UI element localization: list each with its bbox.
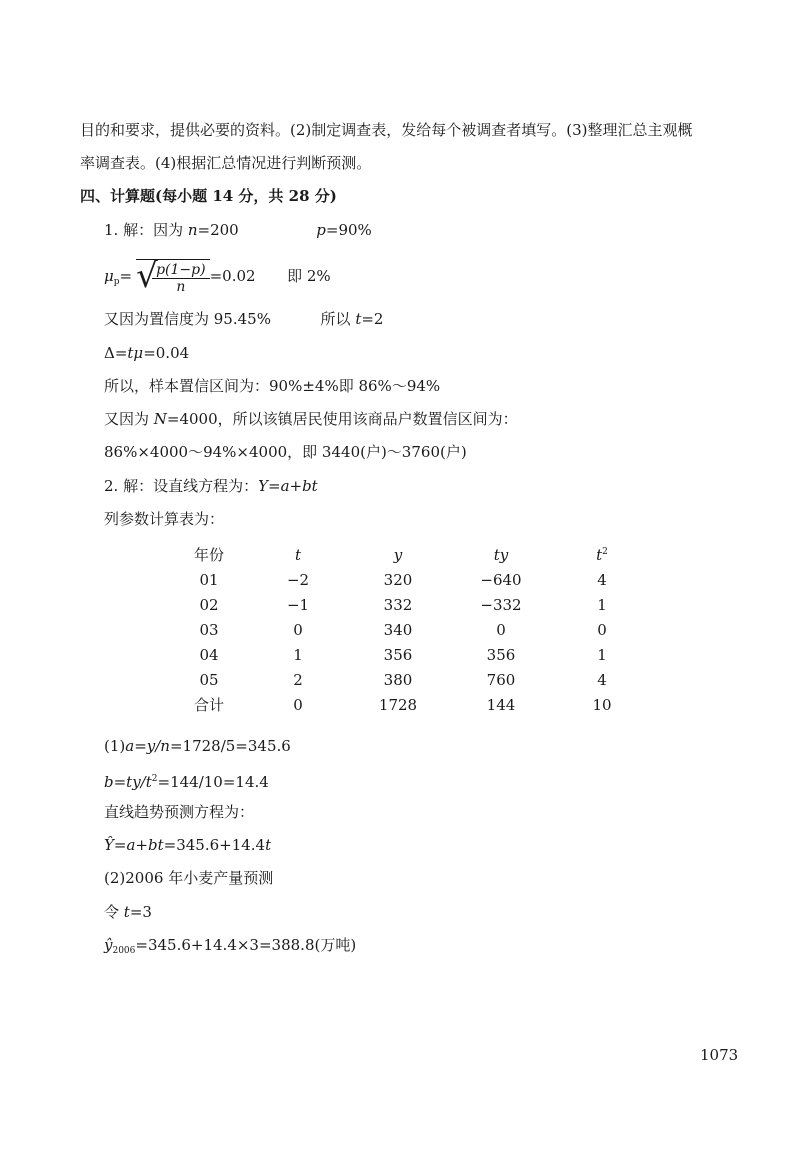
q1-confidence-text: 又因为置信度为 95.45% — [104, 310, 271, 328]
q2-prediction-line — [104, 935, 356, 961]
table-row — [168, 592, 652, 617]
table-cell: 04 — [199, 645, 219, 664]
q2-a-line — [104, 736, 291, 756]
q1-fraction — [152, 262, 210, 295]
q2-pred-symbol: ŷ — [104, 936, 113, 954]
section-heading: 四、计算题(每小题 14 分，共 28 分) — [80, 187, 337, 205]
q2-let-prefix: 令 — [104, 903, 124, 921]
q1-delta-line — [104, 343, 189, 363]
q2-a-prefix: (1) — [104, 737, 126, 755]
q2-pred-value: =345.6+14.4×3=388.8(万吨) — [135, 936, 357, 954]
table-cell: 01 — [199, 570, 219, 589]
q2-setup-line — [104, 476, 318, 496]
q1-mu-formula: $\mu_p=$ √ $\frac{p(1-p)}{n}$ =0.02 即 2% — [104, 255, 331, 296]
q1-mu-subscript: p — [113, 277, 120, 287]
table-cell: 356 — [383, 645, 413, 664]
intro-line-1: 目的和要求，提供必要的资料。(2)制定调查表，发给每个被调查者填写。(3)整理汇总主观概 — [80, 121, 693, 139]
q1-sqrt — [136, 255, 210, 296]
table-cell: −332 — [480, 595, 522, 614]
q1-n-var: n — [187, 221, 198, 239]
q2-b-superscript: 2 — [151, 774, 158, 784]
table-row — [168, 567, 652, 592]
q2-b-value: =144/10=14.4 — [157, 773, 269, 791]
table-row — [168, 617, 652, 642]
col-header-ty: ty — [493, 545, 509, 564]
q2-line-equation: Y=a+bt — [258, 477, 318, 495]
table-cell: 合计 — [193, 696, 224, 714]
table-cell: −640 — [480, 570, 522, 589]
table-cell: 10 — [592, 695, 612, 714]
q1-household-interval: 86%×4000～94%×4000，即 3440(户)～3760(户) — [104, 443, 467, 461]
q1-therefore-text: 所以 — [320, 310, 356, 328]
q1-mu-result: =0.02 — [209, 267, 256, 285]
q2-setup-text: 2. 解：设直线方程为： — [104, 477, 259, 495]
table-header-row — [168, 542, 652, 567]
q2-let-value: =3 — [129, 903, 152, 921]
q1-t-value: =2 — [361, 310, 384, 328]
q2-trend-rhs: =345.6+14.4 — [163, 836, 266, 854]
q1-confidence-line — [104, 309, 383, 329]
table-cell: 1728 — [378, 695, 418, 714]
q2-let-t: t — [123, 903, 130, 921]
page-number: 1073 — [700, 1046, 739, 1064]
q2-pred-subscript: 2006 — [112, 946, 136, 956]
q1-p-var: p — [316, 221, 326, 239]
q1-mu-percent: 即 2% — [287, 267, 331, 285]
q2-part2-heading: (2)2006 年小麦产量预测 — [104, 869, 274, 887]
col-header-y: y — [393, 545, 403, 564]
table-cell: −1 — [286, 595, 310, 614]
table-row — [168, 642, 652, 667]
q2-let-line — [104, 902, 152, 922]
table-cell: 0 — [597, 620, 607, 639]
q1-N-var: N — [153, 410, 167, 428]
q1-delta-prefix: Δ= — [104, 344, 128, 362]
q2-table-intro: 列参数计算表为： — [104, 510, 225, 528]
q2-a-equation: a=y/n — [125, 737, 170, 755]
table-row — [168, 667, 652, 692]
col-header-t-squared: $t^2$ — [596, 545, 608, 564]
table-cell: 1 — [293, 645, 303, 664]
q1-mu-symbol: μ — [104, 267, 114, 285]
q1-population-prefix: 又因为 — [104, 410, 154, 428]
q2-trend-equation — [104, 835, 271, 855]
sqrt-icon: √ — [136, 255, 158, 296]
q1-delta-value: =0.04 — [143, 344, 190, 362]
table-total-row — [168, 692, 652, 717]
table-cell: 1 — [597, 595, 607, 614]
table-cell: 2 — [293, 670, 303, 689]
q1-population-text: =4000，所以该镇居民使用该商品户数置信区间为： — [166, 410, 518, 428]
table-cell: 03 — [199, 620, 219, 639]
parameter-table — [168, 542, 652, 717]
table-cell: 02 — [199, 595, 219, 614]
table-cell: 356 — [486, 645, 516, 664]
q2-b-equation: b=ty/t — [104, 773, 152, 791]
table-cell: 4 — [597, 670, 607, 689]
table-cell: 05 — [199, 670, 219, 689]
col-header-year: 年份 — [193, 546, 224, 564]
q1-n-value: =200 — [197, 221, 239, 239]
table-cell: −2 — [286, 570, 310, 589]
intro-line-2: 率调查表。(4)根据汇总情况进行判断预测。 — [80, 154, 372, 172]
table-cell: 340 — [383, 620, 413, 639]
table-cell: 0 — [496, 620, 506, 639]
q2-b-line — [104, 769, 269, 792]
q2-trend-lhs: Ŷ=a+bt — [104, 836, 164, 854]
q1-given-prefix: 1. 解：因为 — [104, 221, 188, 239]
table-cell: 4 — [597, 570, 607, 589]
table-cell: 320 — [383, 570, 413, 589]
q1-given-line — [104, 220, 372, 240]
table-cell: 1 — [597, 645, 607, 664]
q2-trend-label: 直线趋势预测方程为： — [104, 803, 255, 821]
q1-frac-numerator: p(1−p) — [152, 262, 210, 279]
q2-a-value: =1728/5=345.6 — [169, 737, 291, 755]
table-cell: 0 — [293, 695, 303, 714]
q1-interval-line: 所以，样本置信区间为：90%±4%即 86%～94% — [104, 377, 441, 395]
table-cell: 380 — [383, 670, 413, 689]
table-cell: 0 — [293, 620, 303, 639]
q1-population-line — [104, 409, 518, 429]
table-cell: 760 — [486, 670, 516, 689]
q2-trend-t: t — [265, 836, 272, 854]
q1-frac-denominator: n — [176, 279, 186, 295]
q1-t-mu: tμ — [127, 344, 144, 362]
q1-p-value: =90% — [325, 221, 372, 239]
col-header-t: t — [294, 545, 302, 564]
q1-t-var: t — [355, 310, 362, 328]
table-cell: 144 — [486, 695, 516, 714]
table-cell: 332 — [383, 595, 413, 614]
